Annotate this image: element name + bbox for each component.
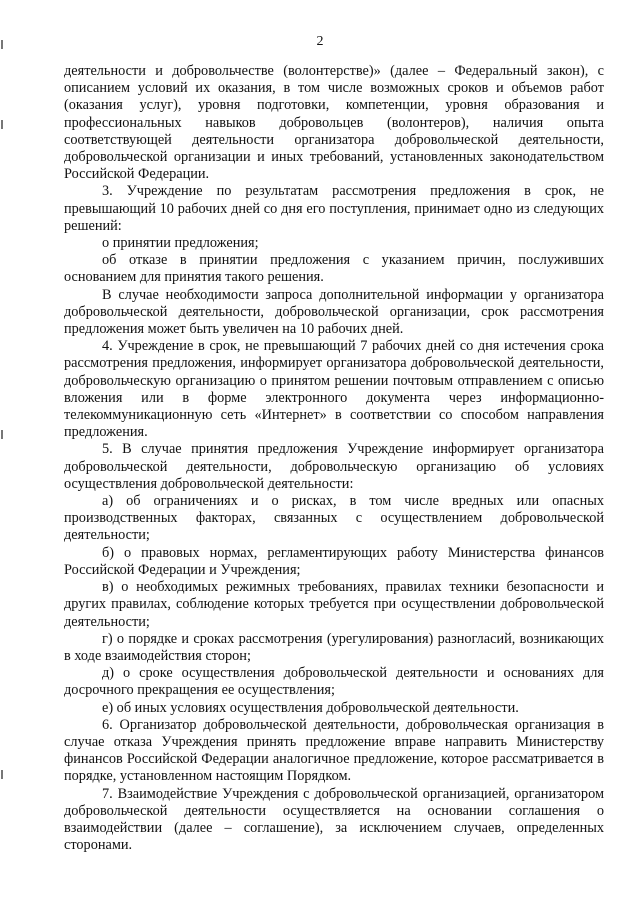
paragraph-3: 3. Учреждение по результатам рассмотрения предложения в срок, не превышающий 10 рабочих дней со дня его поступления, принимает одно из следующих решений: [64,183,604,234]
paragraph-continuation: деятельности и добровольчестве (волонтерстве)» (далее – Федеральный закон), с описанием условий их оказания, в том числе возможных сроков и объемов работ (оказания услуг), уровня подготовки, компетенции, уровня образования и профессиональных навыков добровольцев (волонтеров), наличия опыта соответствующей деятельности организатора добровольческой деятельности, добровольческой организации и иных требований, установленных законодательством Российской Федерации. [64,63,604,183]
scan-edge-mark [1,430,3,439]
paragraph-5: 5. В случае принятия предложения Учреждение информирует организатора добровольческой деятельности, добровольческую организацию об условиях осуществления добровольческой деятельности: [64,441,604,492]
list-item-b: б) о правовых нормах, регламентирующих работу Министерства финансов Российской Федерации и Учреждения; [64,544,604,578]
paragraph-6: 6. Организатор добровольческой деятельности, добровольческая организация в случае отказа Учреждения принять предложение вправе направить Министерству финансов Российской Федерации аналогичное предложение, которое рассматривается в порядке, установленном настоящим Порядком. [64,716,604,785]
scan-edge-mark [1,120,3,129]
list-item-v: в) о необходимых режимных требованиях, правилах техники безопасности и других правилах, соблюдение которых требуется при осуществлении добровольческой деятельности; [64,579,604,630]
scan-edge-marks [0,0,6,905]
list-item-d: д) о сроке осуществления добровольческой деятельности и основаниях для досрочного прекращения ее осуществления; [64,665,604,699]
paragraph-4: 4. Учреждение в срок, не превышающий 7 рабочих дней со дня истечения срока рассмотрения предложения, информирует организатора добровольческой деятельности, добровольческую организацию о принятом решении почтовым отправлением с описью вложения или в форме электронного документа через информационно-телекоммуникационную сеть «Интернет» в соответствии со способом направления предложения. [64,338,604,441]
paragraph-extension: В случае необходимости запроса дополнительной информации у организатора добровольческой деятельности, добровольческой организации, срок рассмотрения предложения может быть увеличен на 10 рабочих дней. [64,286,604,338]
scan-edge-mark [1,770,3,779]
decision-option-accept: о принятии предложения; [102,235,259,252]
document-body [64,63,604,854]
decision-option-reject: об отказе в принятии предложения с указанием причин, послуживших основанием для принятия такого решения. [64,252,604,286]
list-item-a: а) об ограничениях и о рисках, в том числе вредных или опасных производственных факторах, связанных с осуществлением добровольческой деятельности; [64,493,604,544]
list-item-g: г) о порядке и сроках рассмотрения (урегулирования) разногласий, возникающих в ходе взаимодействия сторон; [64,630,604,664]
list-item-e: е) об иных условиях осуществления добровольческой деятельности. [102,699,519,716]
page-number: 2 [316,34,324,49]
paragraph-7: 7. Взаимодействие Учреждения с добровольческой организацией, организатором добровольческой деятельности осуществляется на основании соглашения о взаимодействии (далее – соглашение), за исключением случаев, определенных сторонами. [64,785,604,854]
